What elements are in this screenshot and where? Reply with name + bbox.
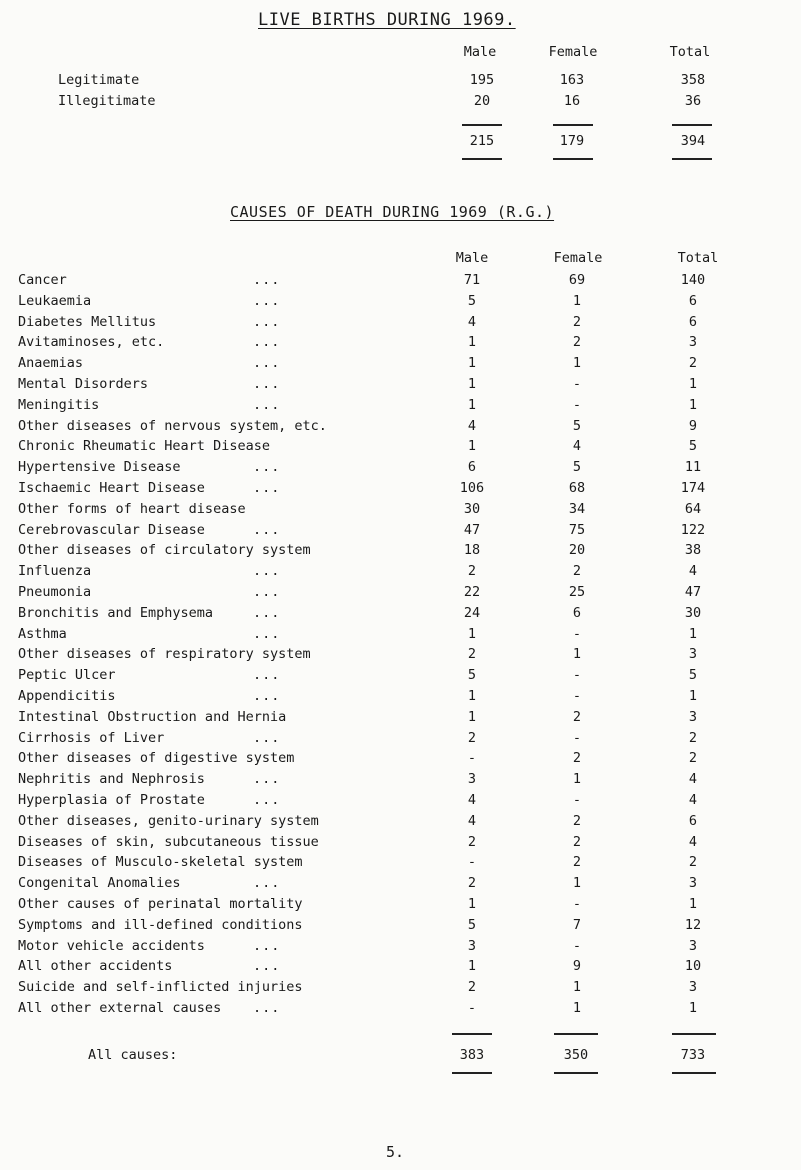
cause-label: Peptic Ulcer (18, 667, 116, 683)
cause-female: - (572, 688, 582, 704)
page-number: 5. (386, 1143, 405, 1161)
cause-female: 2 (572, 750, 582, 766)
cause-label: Influenza (18, 563, 92, 579)
cause-male: 4 (467, 792, 477, 808)
cause-total: 1 (688, 688, 698, 704)
cause-female: 25 (568, 584, 586, 600)
cause-label: Hyperplasia of Prostate (18, 792, 205, 808)
cause-total: 47 (684, 584, 702, 600)
cause-total: 64 (684, 501, 702, 517)
cause-male: 3 (467, 938, 477, 954)
leader-dots: ... (253, 688, 281, 704)
cause-label: Diabetes Mellitus (18, 314, 157, 330)
births-row-male: 20 (473, 93, 491, 109)
cause-male: 1 (467, 896, 477, 912)
births-row-male: 195 (469, 72, 495, 88)
leader-dots: ... (253, 938, 281, 954)
cause-female: 1 (572, 875, 582, 891)
leader-dots: ... (253, 334, 281, 350)
cause-female: 68 (568, 480, 586, 496)
cause-total: 3 (688, 334, 698, 350)
cause-female: 2 (572, 334, 582, 350)
cause-male: - (467, 750, 477, 766)
deaths-rule-female (554, 1033, 598, 1035)
cause-male: 2 (467, 646, 477, 662)
leader-dots: ... (253, 397, 281, 413)
deaths-double-rule-female (554, 1072, 598, 1074)
cause-total: 2 (688, 750, 698, 766)
cause-label: Suicide and self-inflicted injuries (18, 979, 303, 995)
cause-male: 4 (467, 418, 477, 434)
cause-label: Leukaemia (18, 293, 92, 309)
cause-female: 69 (568, 272, 586, 288)
cause-total: 38 (684, 542, 702, 558)
cause-label: Other diseases of digestive system (18, 750, 295, 766)
births-double-rule-female (553, 158, 593, 160)
deaths-total-label: All causes: (88, 1047, 178, 1063)
cause-female: 2 (572, 314, 582, 330)
cause-male: 71 (463, 272, 481, 288)
cause-label: Cancer (18, 272, 67, 288)
births-total-female: 179 (559, 133, 585, 149)
cause-label: Other diseases of respiratory system (18, 646, 311, 662)
cause-male: 47 (463, 522, 481, 538)
leader-dots: ... (253, 605, 281, 621)
cause-total: 10 (684, 958, 702, 974)
cause-label: Symptoms and ill-defined conditions (18, 917, 303, 933)
cause-label: Anaemias (18, 355, 84, 371)
cause-male: 2 (467, 730, 477, 746)
cause-male: 24 (463, 605, 481, 621)
cause-female: 34 (568, 501, 586, 517)
cause-total: 6 (688, 314, 698, 330)
cause-female: 7 (572, 917, 582, 933)
births-rule-male (462, 124, 502, 126)
cause-female: - (572, 376, 582, 392)
cause-total: 3 (688, 646, 698, 662)
cause-female: 2 (572, 854, 582, 870)
leader-dots: ... (253, 563, 281, 579)
cause-label: Intestinal Obstruction and Hernia (18, 709, 287, 725)
cause-total: 3 (688, 938, 698, 954)
cause-label: Chronic Rheumatic Heart Disease (18, 438, 270, 454)
cause-male: 1 (467, 626, 477, 642)
cause-label: Cerebrovascular Disease (18, 522, 205, 538)
cause-total: 4 (688, 792, 698, 808)
births-total-total: 394 (680, 133, 706, 149)
cause-male: 6 (467, 459, 477, 475)
cause-female: - (572, 667, 582, 683)
leader-dots: ... (253, 667, 281, 683)
cause-total: 9 (688, 418, 698, 434)
deaths-double-rule-male (452, 1072, 492, 1074)
cause-total: 4 (688, 834, 698, 850)
cause-label: Diseases of Musculo-skeletal system (18, 854, 303, 870)
cause-label: Asthma (18, 626, 67, 642)
cause-label: Other causes of perinatal mortality (18, 896, 303, 912)
cause-total: 1 (688, 1000, 698, 1016)
cause-male: 5 (467, 917, 477, 933)
cause-male: 18 (463, 542, 481, 558)
cause-female: - (572, 397, 582, 413)
cause-total: 12 (684, 917, 702, 933)
cause-female: 4 (572, 438, 582, 454)
cause-male: 1 (467, 688, 477, 704)
cause-male: 1 (467, 438, 477, 454)
cause-female: 6 (572, 605, 582, 621)
cause-male: - (467, 1000, 477, 1016)
births-rule-total (672, 124, 712, 126)
cause-total: 6 (688, 813, 698, 829)
births-double-rule-total (672, 158, 712, 160)
cause-male: 1 (467, 958, 477, 974)
cause-female: - (572, 626, 582, 642)
cause-female: 2 (572, 563, 582, 579)
deaths-header-male: Male (455, 250, 489, 266)
cause-female: 1 (572, 293, 582, 309)
cause-male: 30 (463, 501, 481, 517)
deaths-title: CAUSES OF DEATH DURING 1969 (R.G.) (230, 203, 555, 221)
births-row-total: 358 (680, 72, 706, 88)
cause-male: 106 (459, 480, 485, 496)
cause-male: 4 (467, 314, 477, 330)
cause-total: 5 (688, 438, 698, 454)
cause-female: 2 (572, 709, 582, 725)
leader-dots: ... (253, 875, 281, 891)
cause-female: 2 (572, 834, 582, 850)
cause-label: Nephritis and Nephrosis (18, 771, 205, 787)
births-row-female: 163 (559, 72, 585, 88)
births-row-female: 16 (563, 93, 581, 109)
cause-total: 1 (688, 376, 698, 392)
leader-dots: ... (253, 314, 281, 330)
cause-male: 4 (467, 813, 477, 829)
cause-total: 2 (688, 355, 698, 371)
cause-total: 3 (688, 875, 698, 891)
births-rule-female (553, 124, 593, 126)
leader-dots: ... (253, 584, 281, 600)
cause-total: 3 (688, 709, 698, 725)
births-header-male: Male (463, 44, 497, 60)
cause-female: 1 (572, 646, 582, 662)
cause-female: 9 (572, 958, 582, 974)
births-double-rule-male (462, 158, 502, 160)
cause-female: 75 (568, 522, 586, 538)
leader-dots: ... (253, 958, 281, 974)
leader-dots: ... (253, 792, 281, 808)
cause-total: 1 (688, 896, 698, 912)
leader-dots: ... (253, 730, 281, 746)
cause-male: 1 (467, 355, 477, 371)
births-row-label: Illegitimate (58, 93, 156, 109)
cause-male: 5 (467, 667, 477, 683)
cause-label: Other diseases, genito-urinary system (18, 813, 319, 829)
cause-male: 1 (467, 376, 477, 392)
cause-male: 5 (467, 293, 477, 309)
cause-total: 1 (688, 397, 698, 413)
cause-label: Congenital Anomalies (18, 875, 181, 891)
leader-dots: ... (253, 293, 281, 309)
cause-label: Other forms of heart disease (18, 501, 246, 517)
cause-female: 1 (572, 771, 582, 787)
cause-label: Avitaminoses, etc. (18, 334, 165, 350)
cause-female: - (572, 792, 582, 808)
cause-label: Meningitis (18, 397, 100, 413)
cause-total: 3 (688, 979, 698, 995)
cause-label: Other diseases of nervous system, etc. (18, 418, 327, 434)
cause-total: 4 (688, 771, 698, 787)
cause-male: 1 (467, 709, 477, 725)
leader-dots: ... (253, 459, 281, 475)
cause-label: Ischaemic Heart Disease (18, 480, 205, 496)
deaths-total-male: 383 (459, 1047, 485, 1063)
leader-dots: ... (253, 1000, 281, 1016)
cause-label: All other accidents (18, 958, 173, 974)
cause-total: 11 (684, 459, 702, 475)
leader-dots: ... (253, 771, 281, 787)
deaths-header-total: Total (677, 250, 719, 266)
deaths-rule-male (452, 1033, 492, 1035)
deaths-rule-total (672, 1033, 716, 1035)
cause-label: Diseases of skin, subcutaneous tissue (18, 834, 319, 850)
cause-label: Mental Disorders (18, 376, 149, 392)
cause-total: 2 (688, 730, 698, 746)
cause-total: 122 (680, 522, 706, 538)
cause-male: 1 (467, 334, 477, 350)
cause-male: 2 (467, 875, 477, 891)
cause-female: - (572, 730, 582, 746)
deaths-header-female: Female (553, 250, 603, 266)
births-title: LIVE BIRTHS DURING 1969. (258, 10, 516, 30)
cause-female: - (572, 896, 582, 912)
leader-dots: ... (253, 376, 281, 392)
cause-female: 2 (572, 813, 582, 829)
deaths-total-total: 733 (680, 1047, 706, 1063)
cause-female: 1 (572, 979, 582, 995)
cause-label: Hypertensive Disease (18, 459, 181, 475)
cause-total: 140 (680, 272, 706, 288)
cause-female: 1 (572, 355, 582, 371)
cause-male: 1 (467, 397, 477, 413)
cause-total: 5 (688, 667, 698, 683)
cause-total: 30 (684, 605, 702, 621)
cause-total: 174 (680, 480, 706, 496)
deaths-double-rule-total (672, 1072, 716, 1074)
births-row-total: 36 (684, 93, 702, 109)
cause-male: - (467, 854, 477, 870)
cause-total: 4 (688, 563, 698, 579)
births-header-total: Total (669, 44, 711, 60)
leader-dots: ... (253, 480, 281, 496)
cause-label: Pneumonia (18, 584, 92, 600)
cause-male: 2 (467, 979, 477, 995)
cause-label: Appendicitis (18, 688, 116, 704)
births-row-label: Legitimate (58, 72, 140, 88)
leader-dots: ... (253, 522, 281, 538)
cause-label: Bronchitis and Emphysema (18, 605, 214, 621)
cause-total: 1 (688, 626, 698, 642)
leader-dots: ... (253, 272, 281, 288)
cause-label: Other diseases of circulatory system (18, 542, 311, 558)
deaths-total-female: 350 (563, 1047, 589, 1063)
cause-female: - (572, 938, 582, 954)
cause-total: 6 (688, 293, 698, 309)
cause-total: 2 (688, 854, 698, 870)
cause-male: 2 (467, 563, 477, 579)
cause-female: 5 (572, 418, 582, 434)
leader-dots: ... (253, 626, 281, 642)
cause-male: 2 (467, 834, 477, 850)
leader-dots: ... (253, 355, 281, 371)
cause-label: All other external causes (18, 1000, 222, 1016)
births-total-male: 215 (469, 133, 495, 149)
cause-male: 3 (467, 771, 477, 787)
cause-female: 20 (568, 542, 586, 558)
cause-label: Motor vehicle accidents (18, 938, 205, 954)
births-header-female: Female (548, 44, 598, 60)
cause-male: 22 (463, 584, 481, 600)
cause-female: 5 (572, 459, 582, 475)
cause-female: 1 (572, 1000, 582, 1016)
cause-label: Cirrhosis of Liver (18, 730, 165, 746)
